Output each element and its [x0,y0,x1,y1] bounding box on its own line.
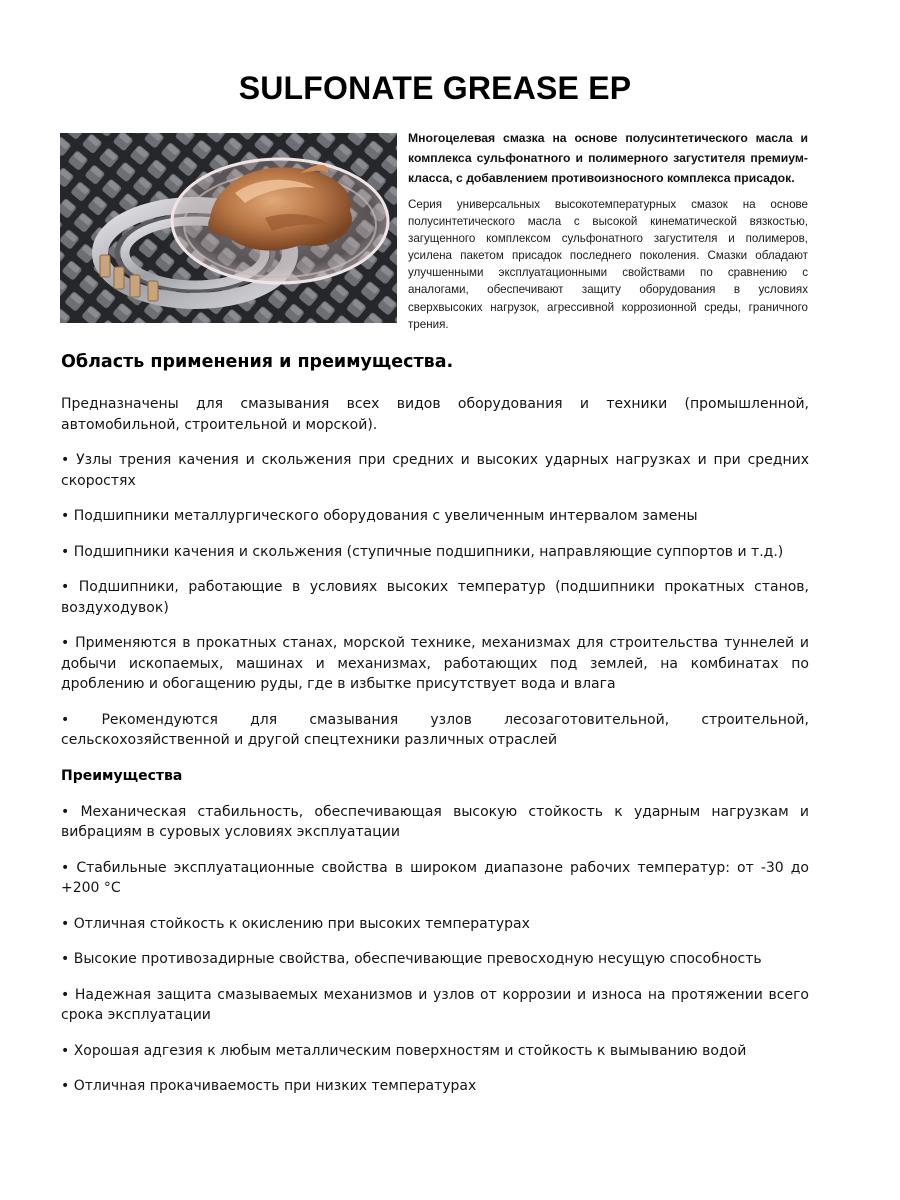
advantage-item: • Хорошая адгезия к любым металлическим поверхностям и стойкость к вымыванию водой [61,1042,747,1059]
grease-on-bearing-image [60,133,397,323]
advantage-item: • Стабильные эксплуатационные свойства в широком диапазоне рабочих температур: от -30 до +200 °С [61,859,809,896]
section-heading-applications: Область применения и преимущества. [61,352,454,372]
application-item: • Подшипники, работающие в условиях высоких температур (подшипники прокатных станов, воздуходувок) [61,579,809,616]
advantage-item: • Отличная стойкость к окислению при высоких температурах [61,915,530,932]
main-content [61,350,809,1112]
advantage-item: • Отличная прокачиваемость при низких температурах [61,1078,477,1094]
advantages-heading: Преимущества [61,767,183,784]
intro-block [408,128,808,333]
advantage-item: • Механическая стабильность, обеспечивающая высокую стойкость к ударным нагрузкам и вибрациям в суровых условиях эксплуатации [61,803,809,840]
application-item: • Узлы трения качения и скольжения при средних и высоких ударных нагрузках и при средних скоростях [61,452,809,489]
page-title: SULFONATE GREASE EP [238,70,632,106]
advantage-item: • Надежная защита смазываемых механизмов и узлов от коррозии и износа на протяжении всего срока эксплуатации [61,986,809,1023]
product-lead: Многоцелевая смазка на основе полусинтетического масла и комплекса сульфонатного и полимерного загустителя премиум-класса, с добавлением противоизносного комплекса присадок. [408,131,808,185]
application-item: • Применяются в прокатных станах, морской технике, механизмах для строительства туннелей и добычи ископаемых, машинах и механизмах, работающих под землей, на комбинатах по дроблению и обогащению руды, где в избытке присутствует вода и влага [61,635,809,692]
product-description: Серия универсальных высокотемпературных смазок на основе полусинтетического масла с высокой кинематической вязкостью, загущенного комплексом сульфонатного загустителя и полимеров, усилена пакетом присадок последнего поколения. Смазки обладают улучшенными эксплуатационными свойствами по сравнению с аналогами, обеспечивают защиту оборудования в условиях сверхвысоких нагрузок, агрессивной коррозионной среды, граничного трения. [408,198,808,331]
advantage-item: • Высокие противозадирные свойства, обеспечивающие превосходную несущую способность [61,951,762,967]
applications-intro: Предназначены для смазывания всех видов оборудования и техники (промышленной, автомобильной, строительной и морской). [61,396,809,433]
application-item: • Подшипники металлургического оборудования с увеличенным интервалом замены [61,508,698,524]
application-item: • Подшипники качения и скольжения (ступичные подшипники, направляющие суппортов и т.д.) [61,543,784,560]
application-item: • Рекомендуются для смазывания узлов лесозаготовительной, строительной, сельскохозяйственной и другой спецтехники различных отраслей [61,711,809,748]
